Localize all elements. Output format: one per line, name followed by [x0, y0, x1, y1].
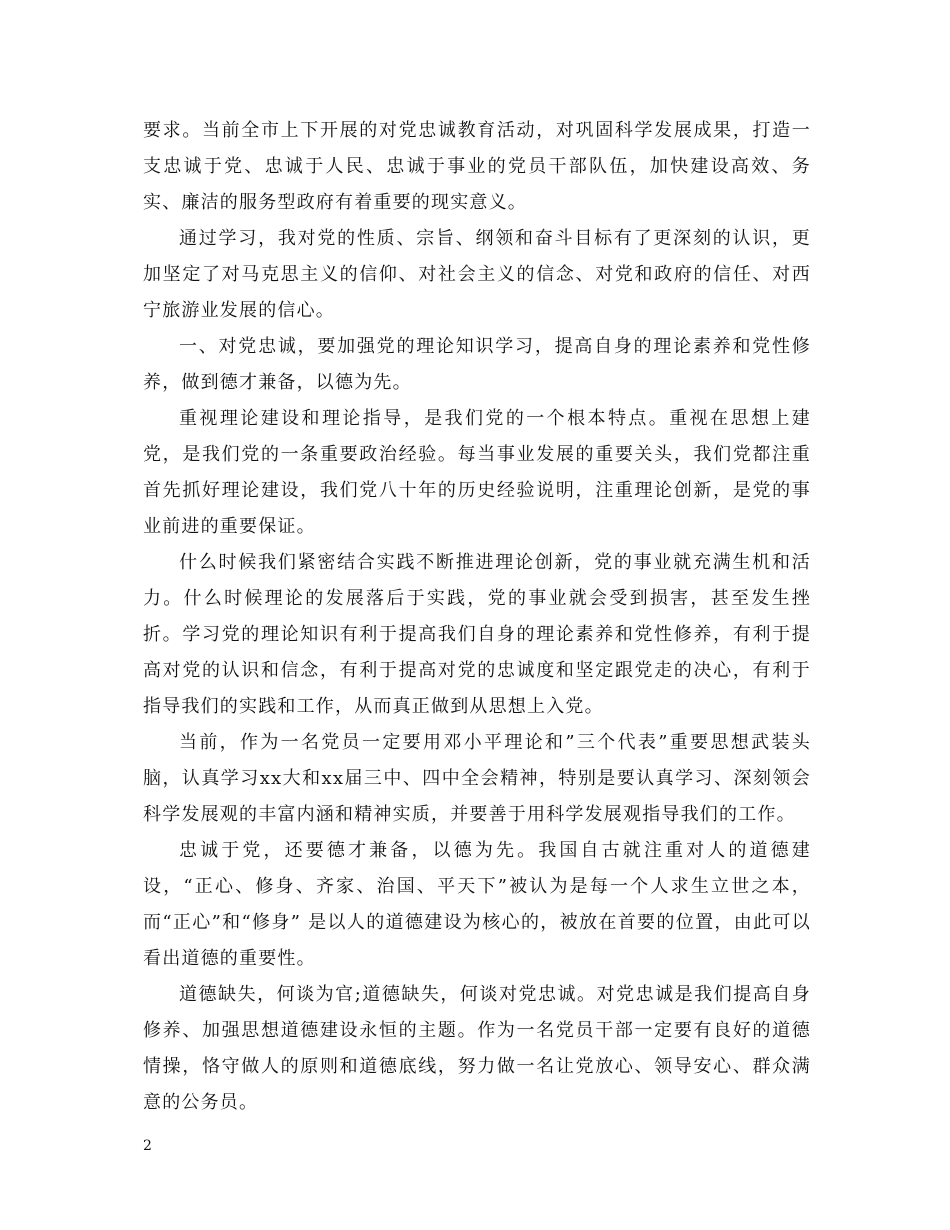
paragraph-5: 什么时候我们紧密结合实践不断推进理论创新，党的事业就充满生机和活力。什么时候理论的发展落后于实践，党的事业就会受到损害，甚至发生挫折。学习党的理论知识有利于提高我们自身的理论素养和党性修养，有利于提高对党的认识和信念，有利于提高对党的忠诚度和坚定跟党走的决心，有利于指导我们的实践和工作，从而真正做到从思想上入党。	[143, 552, 811, 717]
paragraph-2: 通过学习，我对党的性质、宗旨、纲领和奋斗目标有了更深刻的认识，更加坚定了对马克思主义的信仰、对社会主义的信念、对党和政府的信任、对西宁旅游业发展的信心。	[143, 228, 811, 321]
paragraph-7: 忠诚于党，还要德才兼备，以德为先。我国自古就注重对人的道德建设，“正心、修身、齐家、治国、平天下”被认为是每一个人求生立世之本，而“正心”和“修身” 是以人的道德建设为核心的，被放在首要的位置，由此可以看出道德的重要性。	[143, 840, 811, 969]
paragraph-3: 一、对党忠诚，要加强党的理论知识学习，提高自身的理论素养和党性修养，做到德才兼备，以德为先。	[143, 336, 811, 393]
paragraph-6: 当前，作为一名党员一定要用邓小平理论和”三个代表”重要思想武装头脑，认真学习xx大和xx届三中、四中全会精神，特别是要认真学习、深刻领会科学发展观的丰富内涵和精神实质，并要善于用科学发展观指导我们的工作。	[143, 732, 811, 825]
paragraph-4: 重视理论建设和理论指导，是我们党的一个根本特点。重视在思想上建党，是我们党的一条重要政治经验。每当事业发展的重要关头，我们党都注重首先抓好理论建设，我们党八十年的历史经验说明，注重理论创新，是党的事业前进的重要保证。	[143, 408, 811, 537]
paragraph-8: 道德缺失，何谈为官;道德缺失，何谈对党忠诚。对党忠诚是我们提高自身修养、加强思想道德建设永恒的主题。作为一名党员干部一定要有良好的道德情操，恪守做人的原则和道德底线，努力做一名让党放心、领导安心、群众满意的公务员。	[143, 984, 811, 1113]
page-number: 2	[143, 1138, 152, 1154]
document-body	[143, 113, 811, 1121]
paragraph-1: 要求。当前全市上下开展的对党忠诚教育活动，对巩固科学发展成果，打造一支忠诚于党、忠诚于人民、忠诚于事业的党员干部队伍，加快建设高效、务实、廉洁的服务型政府有着重要的现实意义。	[143, 120, 811, 213]
